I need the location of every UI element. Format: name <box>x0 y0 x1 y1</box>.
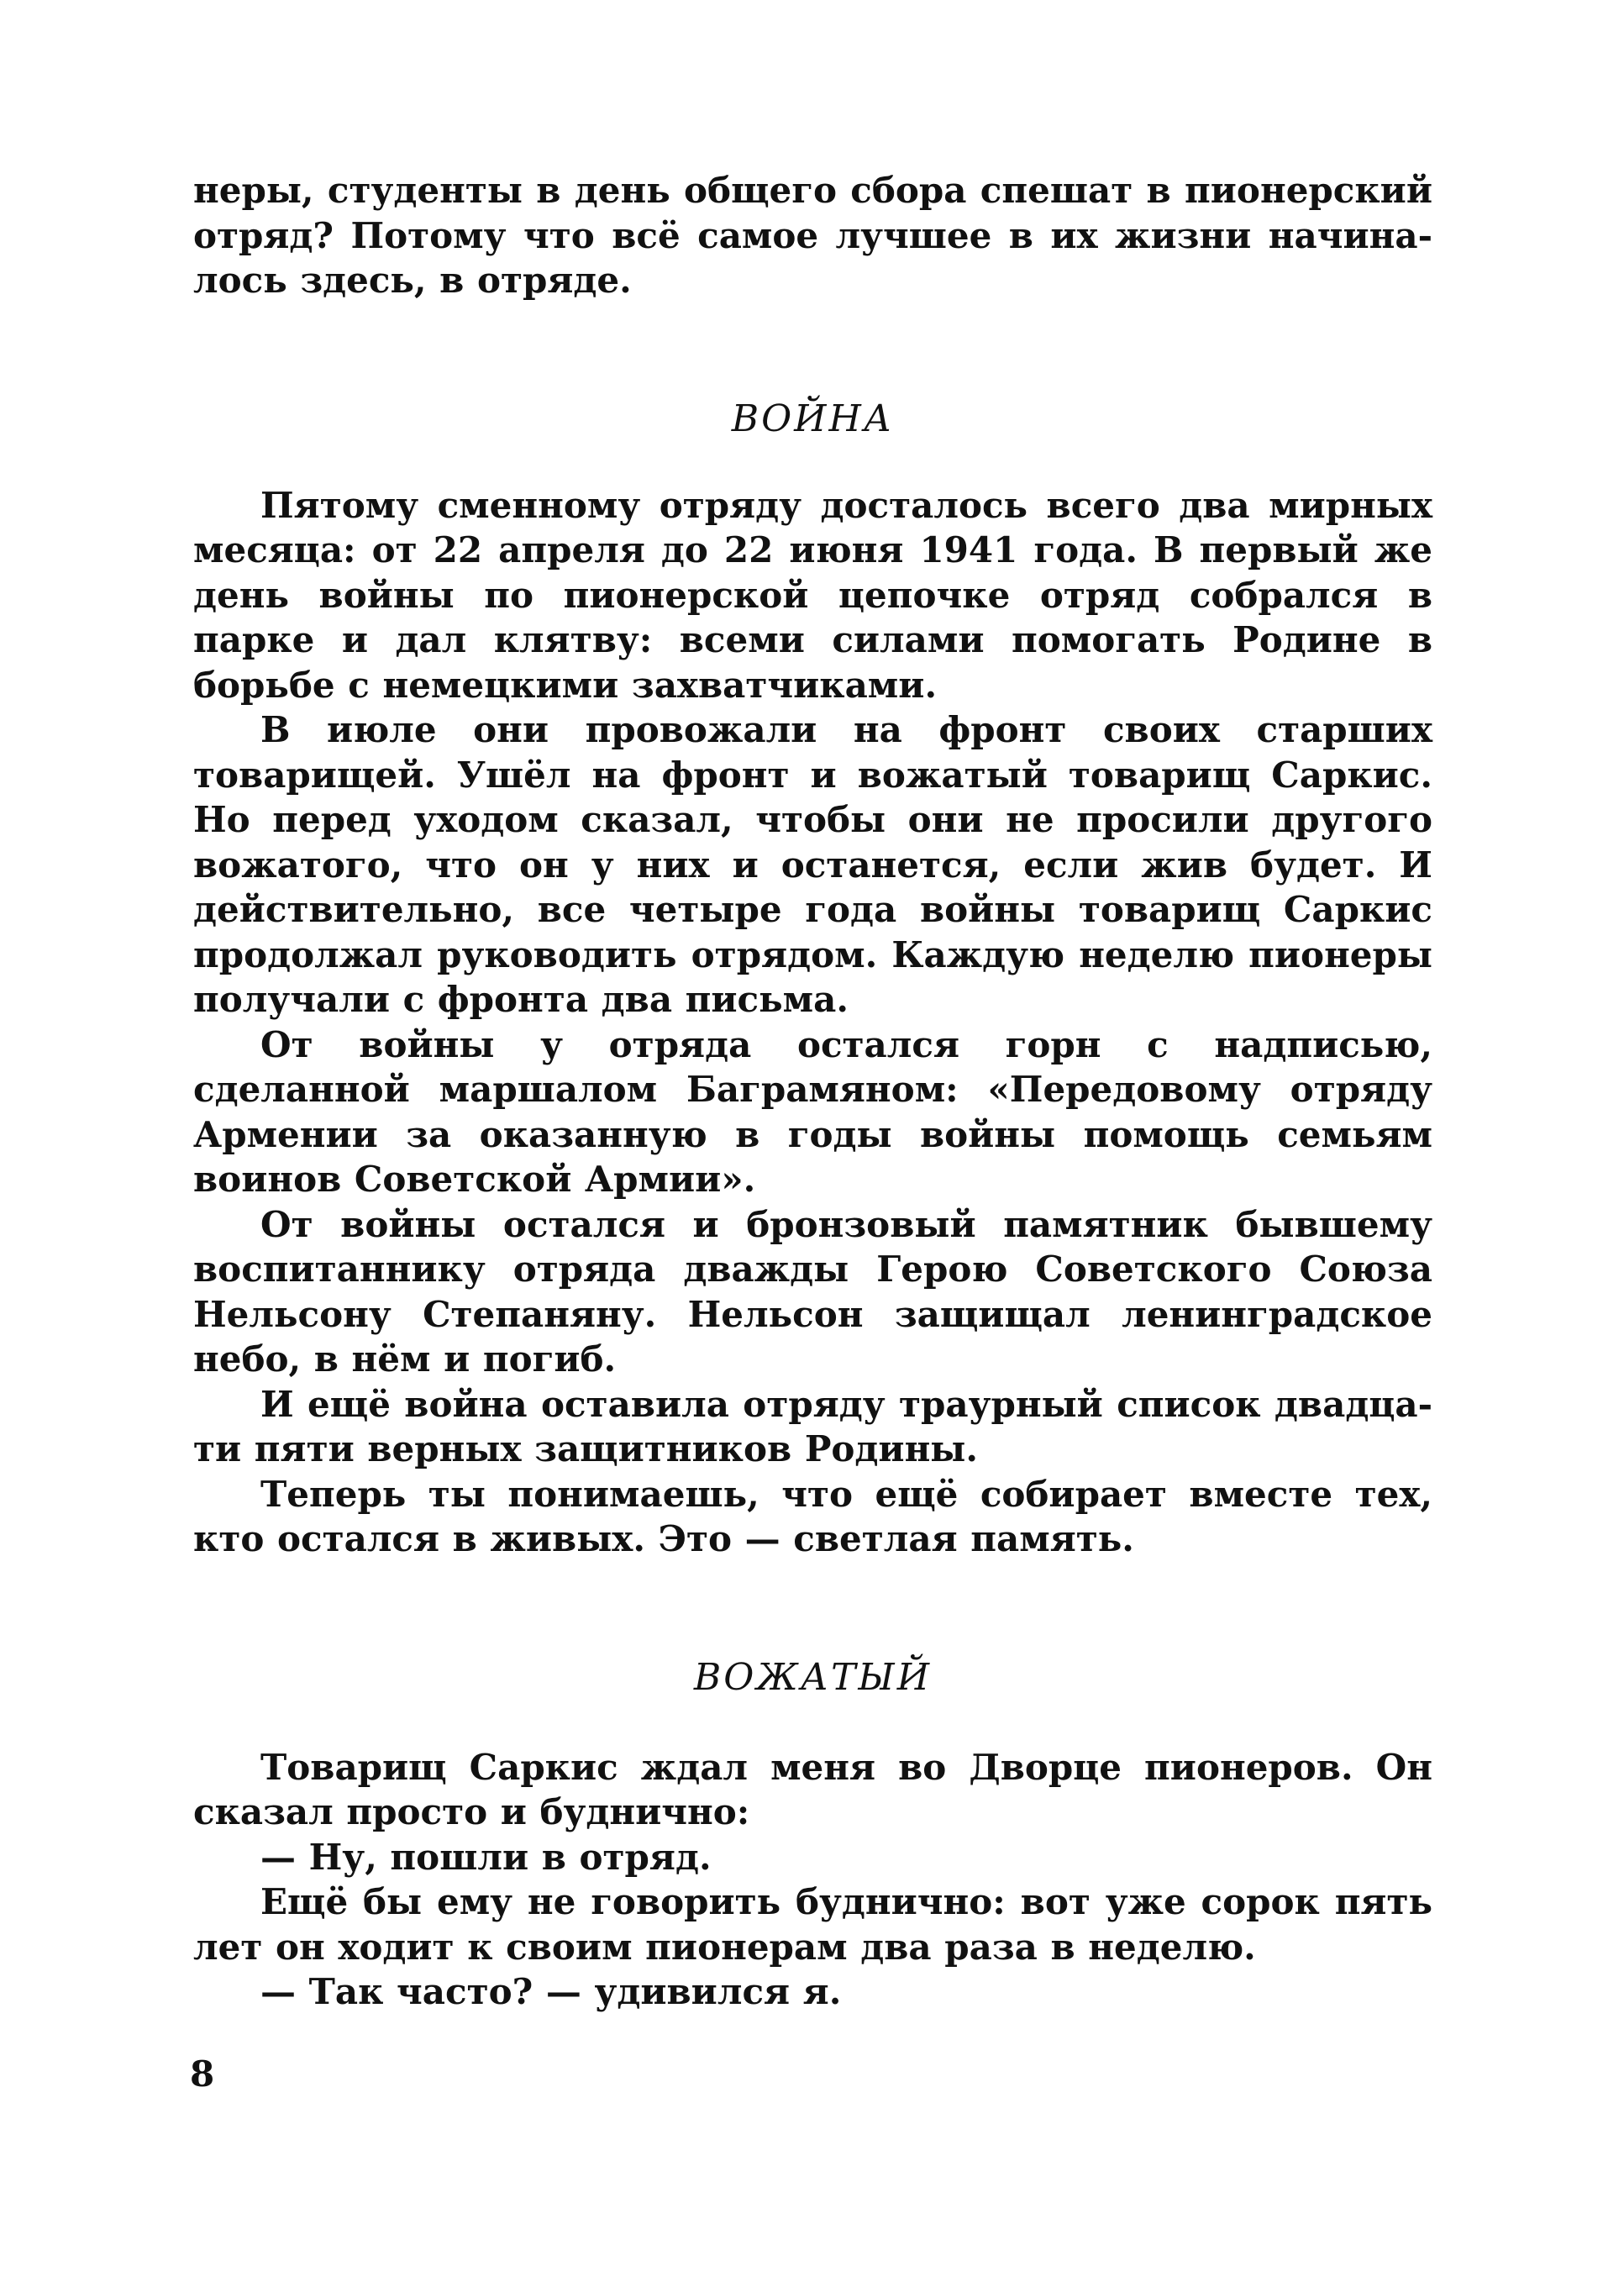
intro-paragraph: неры, студенты в день общего сбора спешат в пионерский отряд? Потому что всё самое лучшее в их жизни начиналось здесь, в отряде. <box>193 170 1432 301</box>
war-paragraph-2: В июле они провожали на фронт своих старших товарищей. Ушёл на фронт и вожатый товарищ Саркис. Но перед уходом сказал, чтобы они не просили другого вожатого, что он у них и останется, если жив будет. И действительно, все четыре года войны товарищ Саркис продолжал руководить отрядом. Каждую неделю пионеры получали с фронта два письма. <box>193 709 1432 1020</box>
leader-paragraph-1: Товарищ Саркис ждал меня во Дворце пионеров. Он сказал просто и буднично: <box>193 1746 1432 1832</box>
war-paragraph-1: Пятому сменному отряду досталось всего два мирных месяца: от 22 апреля до 22 июня 1941 года. В первый же день войны по пионерской цепочке отряд собрался в парке и дал клятву: всеми силами помогать Родине в борьбе с немецкими захватчиками. <box>193 484 1432 706</box>
war-paragraph-4: От войны остался и бронзовый памятник бывшему воспитаннику отряда дважды Герою Советского Союза Нельсону Степаняну. Нельсон защищал ленинградское небо, в нём и погиб. <box>193 1203 1432 1380</box>
war-paragraph-6: Теперь ты понимаешь, что ещё собирает вместе тех, кто остался в живых. Это — светлая память. <box>193 1473 1432 1559</box>
war-paragraph-5: И ещё война оставила отряду траурный список двадцати пяти верных защитников Родины. <box>193 1383 1432 1469</box>
leader-paragraph-3: Ещё бы ему не говорить буднично: вот уже сорок пять лет он ходит к своим пионерам два раза в неделю. <box>193 1881 1432 1968</box>
text-column <box>193 168 1432 2015</box>
section-heading-leader: ВОЖАТЫЙ <box>693 1655 933 1699</box>
war-paragraph-3: От войны у отряда остался горн с надписью, сделанной маршалом Баграмяном: «Передовому отряду Армении за оказанную в годы войны помощь семьям воинов Советской Армии». <box>193 1023 1432 1200</box>
leader-paragraph-2: — Ну, пошли в отряд. <box>260 1836 712 1878</box>
leader-paragraph-4: — Так часто? — удивился я. <box>260 1971 842 2012</box>
section-heading-war: ВОЙНА <box>731 397 895 440</box>
page-number: 8 <box>190 2053 215 2095</box>
